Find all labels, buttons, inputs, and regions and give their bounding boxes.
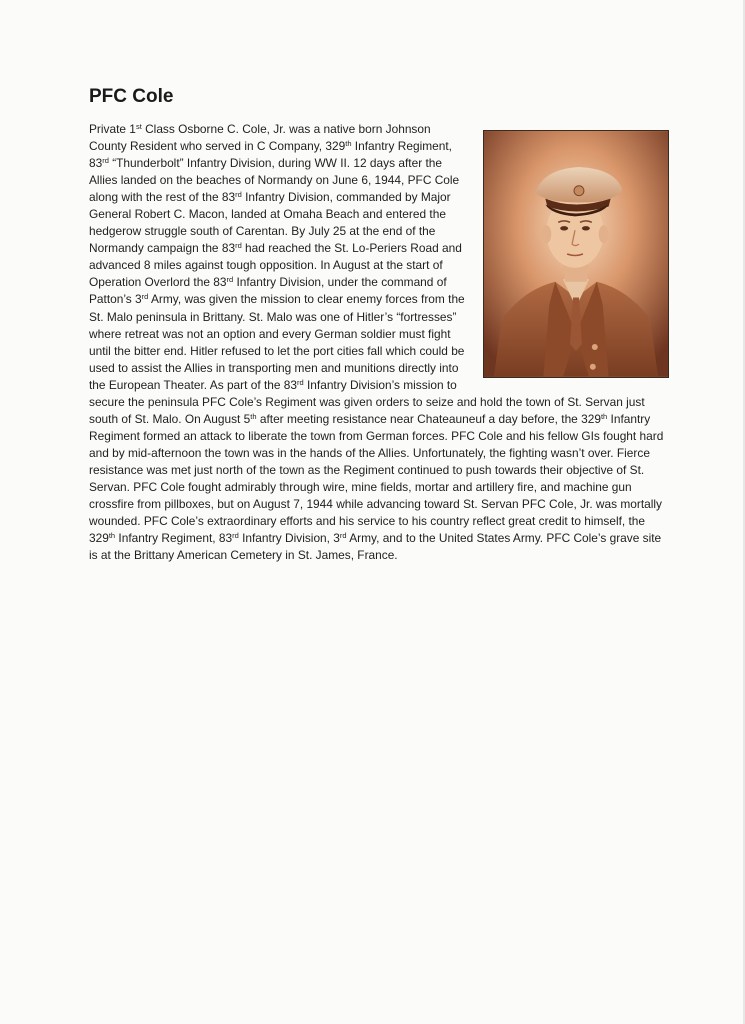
- ordinal-superscript: rd: [141, 292, 149, 302]
- ordinal-superscript: th: [600, 411, 608, 421]
- paragraph-text-run: Infantry Division, 3: [238, 531, 340, 546]
- paragraph-text-run: after meeting resistance near Chateauneuf a day before, the 329: [256, 411, 601, 426]
- paragraph-text-run: Infantry Division’s mission to secure the peninsula PFC Cole’s Regiment was given orders to seize and hold the town of St. Servan just south of St. Malo. On August 5: [89, 377, 645, 426]
- ordinal-superscript: rd: [102, 156, 109, 166]
- ordinal-superscript: th: [250, 411, 257, 421]
- paragraph-text-run: Class Osborne C. Cole, Jr. was a native born Johnson County Resident who served in C Company, 329: [89, 122, 431, 154]
- biography-paragraph: [89, 121, 669, 564]
- paragraph-text-run: Army, and to the United States Army. PFC Cole’s grave site is at the Brittany American Cemetery in St. James, France.: [89, 531, 662, 563]
- paragraph-text-run: had reached the St. Lo-Periers Road and advanced 8 miles against tough opposition. In August at the start of Operation Overlord the 83: [89, 241, 462, 290]
- page-title: PFC Cole: [89, 86, 174, 107]
- soldier-portrait-icon: [484, 131, 668, 377]
- soldier-portrait-photo: [483, 130, 669, 378]
- paragraph-text-run: Infantry Regiment, 83: [89, 139, 452, 171]
- paragraph-text-run: Infantry Regiment formed an attack to liberate the town from German forces. PFC Cole and his fellow GIs fought hard and by mid-afternoon the town was in the hands of the Allies. Unfortunately, the fighting wasn’t over. Fierce resistance was met just north of the town as the Regiment continued to push towards their objective of St. Servan. PFC Cole fought admirably through wire, mine fields, mortar and artillery fire, and machine gun crossfire from pillboxes, but on August 7, 1944 while advancing toward St. Servan PFC Cole, Jr. was mortally wounded. PFC Cole’s extraordinary efforts and his service to his country reflect great credit to himself, the 329: [89, 411, 664, 546]
- ordinal-superscript: st: [135, 122, 142, 131]
- ordinal-superscript: rd: [339, 531, 347, 541]
- ordinal-superscript: rd: [235, 241, 242, 251]
- paragraph-text-run: Infantry Regiment, 83: [115, 531, 233, 546]
- paragraph-text-run: Army, was given the mission to clear enemy forces from the St. Malo peninsula in Brittany. St. Malo was one of Hitler’s “fortresses” where retreat was not an option and every German soldier must fight until the bitter end. Hitler refused to let the port cities fall which could be used to assist the Allies in transporting men and munitions directly into the European Theater. As part of the 83: [89, 292, 465, 392]
- ordinal-superscript: rd: [297, 377, 304, 387]
- paragraph-text-run: “Thunderbolt” Infantry Division, during WW II. 12 days after the Allies landed on the beaches of Normandy on June 6, 1944, PFC Cole along with the rest of the 83: [89, 156, 460, 205]
- paragraph-text-run: Infantry Division, under the command of Patton’s 3: [89, 275, 447, 307]
- ordinal-superscript: rd: [226, 275, 234, 285]
- paragraph-text-run: Infantry Division, commanded by Major General Robert C. Macon, landed at Omaha Beach and entered the hedgerow struggle south of Carentan. By July 25 at the end of the Normandy campaign the 83: [89, 190, 451, 256]
- ordinal-superscript: th: [108, 531, 116, 541]
- ordinal-superscript: rd: [235, 190, 242, 200]
- ordinal-superscript: th: [345, 139, 352, 149]
- paragraph-text-run: Private 1: [89, 122, 136, 136]
- ordinal-superscript: rd: [232, 531, 239, 541]
